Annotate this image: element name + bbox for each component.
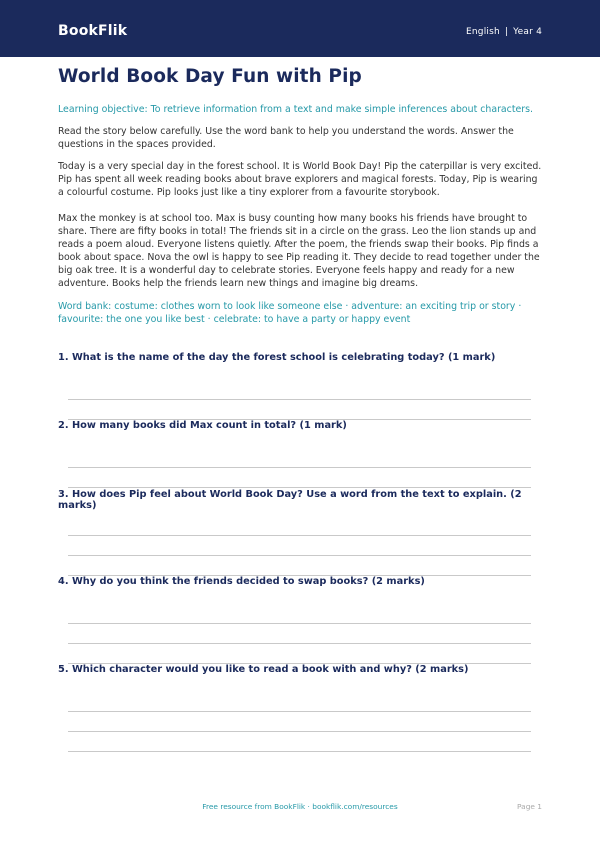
question-5: 5. Which character would you like to read a book with and why? (2 marks)	[58, 664, 469, 675]
footer-credit[interactable]: Free resource from BookFlik · bookflik.com/resources	[202, 802, 398, 811]
answer-line[interactable]	[68, 535, 531, 536]
answer-line[interactable]	[68, 487, 531, 488]
answer-line[interactable]	[68, 751, 531, 752]
subject-label: English	[466, 27, 500, 37]
question-4: 4. Why do you think the friends decided to swap books? (2 marks)	[58, 576, 425, 587]
page-number: Page 1	[517, 802, 542, 811]
year-label: Year 4	[513, 27, 542, 37]
page-title: World Book Day Fun with Pip	[58, 66, 362, 87]
brand-logo[interactable]: BookFlik	[58, 23, 128, 39]
story-paragraph-2: Max the monkey is at school too. Max is busy counting how many books his friends have brought to share. There are fifty books in total! The friends sit in a circle on the grass. Leo the lion stands up and reads a poem aloud. Everyone listens quietly. After the poem, the friends swap their books. Pip finds a book about space. Nova the owl is happy to see Pip reading it. They decide to read together under the big oak tree. It is a wonderful day to celebrate stories. Everyone feels happy and ready for a new adventure. Books help the friends learn new things and imagine big dreams.	[58, 213, 540, 289]
word-bank: Word bank: costume: clothes worn to look like someone else · adventure: an exciting trip or story · favourite: the one you like best · celebrate: to have a party or happy event	[58, 301, 522, 325]
question-2: 2. How many books did Max count in total? (1 mark)	[58, 420, 347, 431]
answer-line[interactable]	[68, 555, 531, 556]
answer-line[interactable]	[68, 623, 531, 624]
answer-line[interactable]	[68, 643, 531, 644]
story-paragraph-1: Today is a very special day in the forest school. It is World Book Day! Pip the caterpillar is very excited. Pip has spent all week reading books about brave explorers and magical forests. Today, Pip is wearing a colourful costume. Pip looks just like a tiny explorer from a favourite storybook.	[58, 161, 542, 198]
answer-line[interactable]	[68, 399, 531, 400]
header-bar	[0, 0, 600, 57]
answer-line[interactable]	[68, 467, 531, 468]
question-1: 1. What is the name of the day the forest school is celebrating today? (1 mark)	[58, 352, 496, 363]
learning-objective: Learning objective: To retrieve information from a text and make simple inferences about characters.	[58, 104, 533, 115]
subject-year	[466, 27, 542, 37]
answer-line[interactable]	[68, 731, 531, 732]
question-3: 3. How does Pip feel about World Book Day? Use a word from the text to explain. (2 marks)	[58, 489, 522, 511]
instructions-text: Read the story below carefully. Use the word bank to help you understand the words. Answer the questions in the spaces provided.	[58, 126, 514, 150]
worksheet-content	[58, 66, 542, 326]
answer-line[interactable]	[68, 711, 531, 712]
meta-separator: |	[504, 27, 509, 37]
